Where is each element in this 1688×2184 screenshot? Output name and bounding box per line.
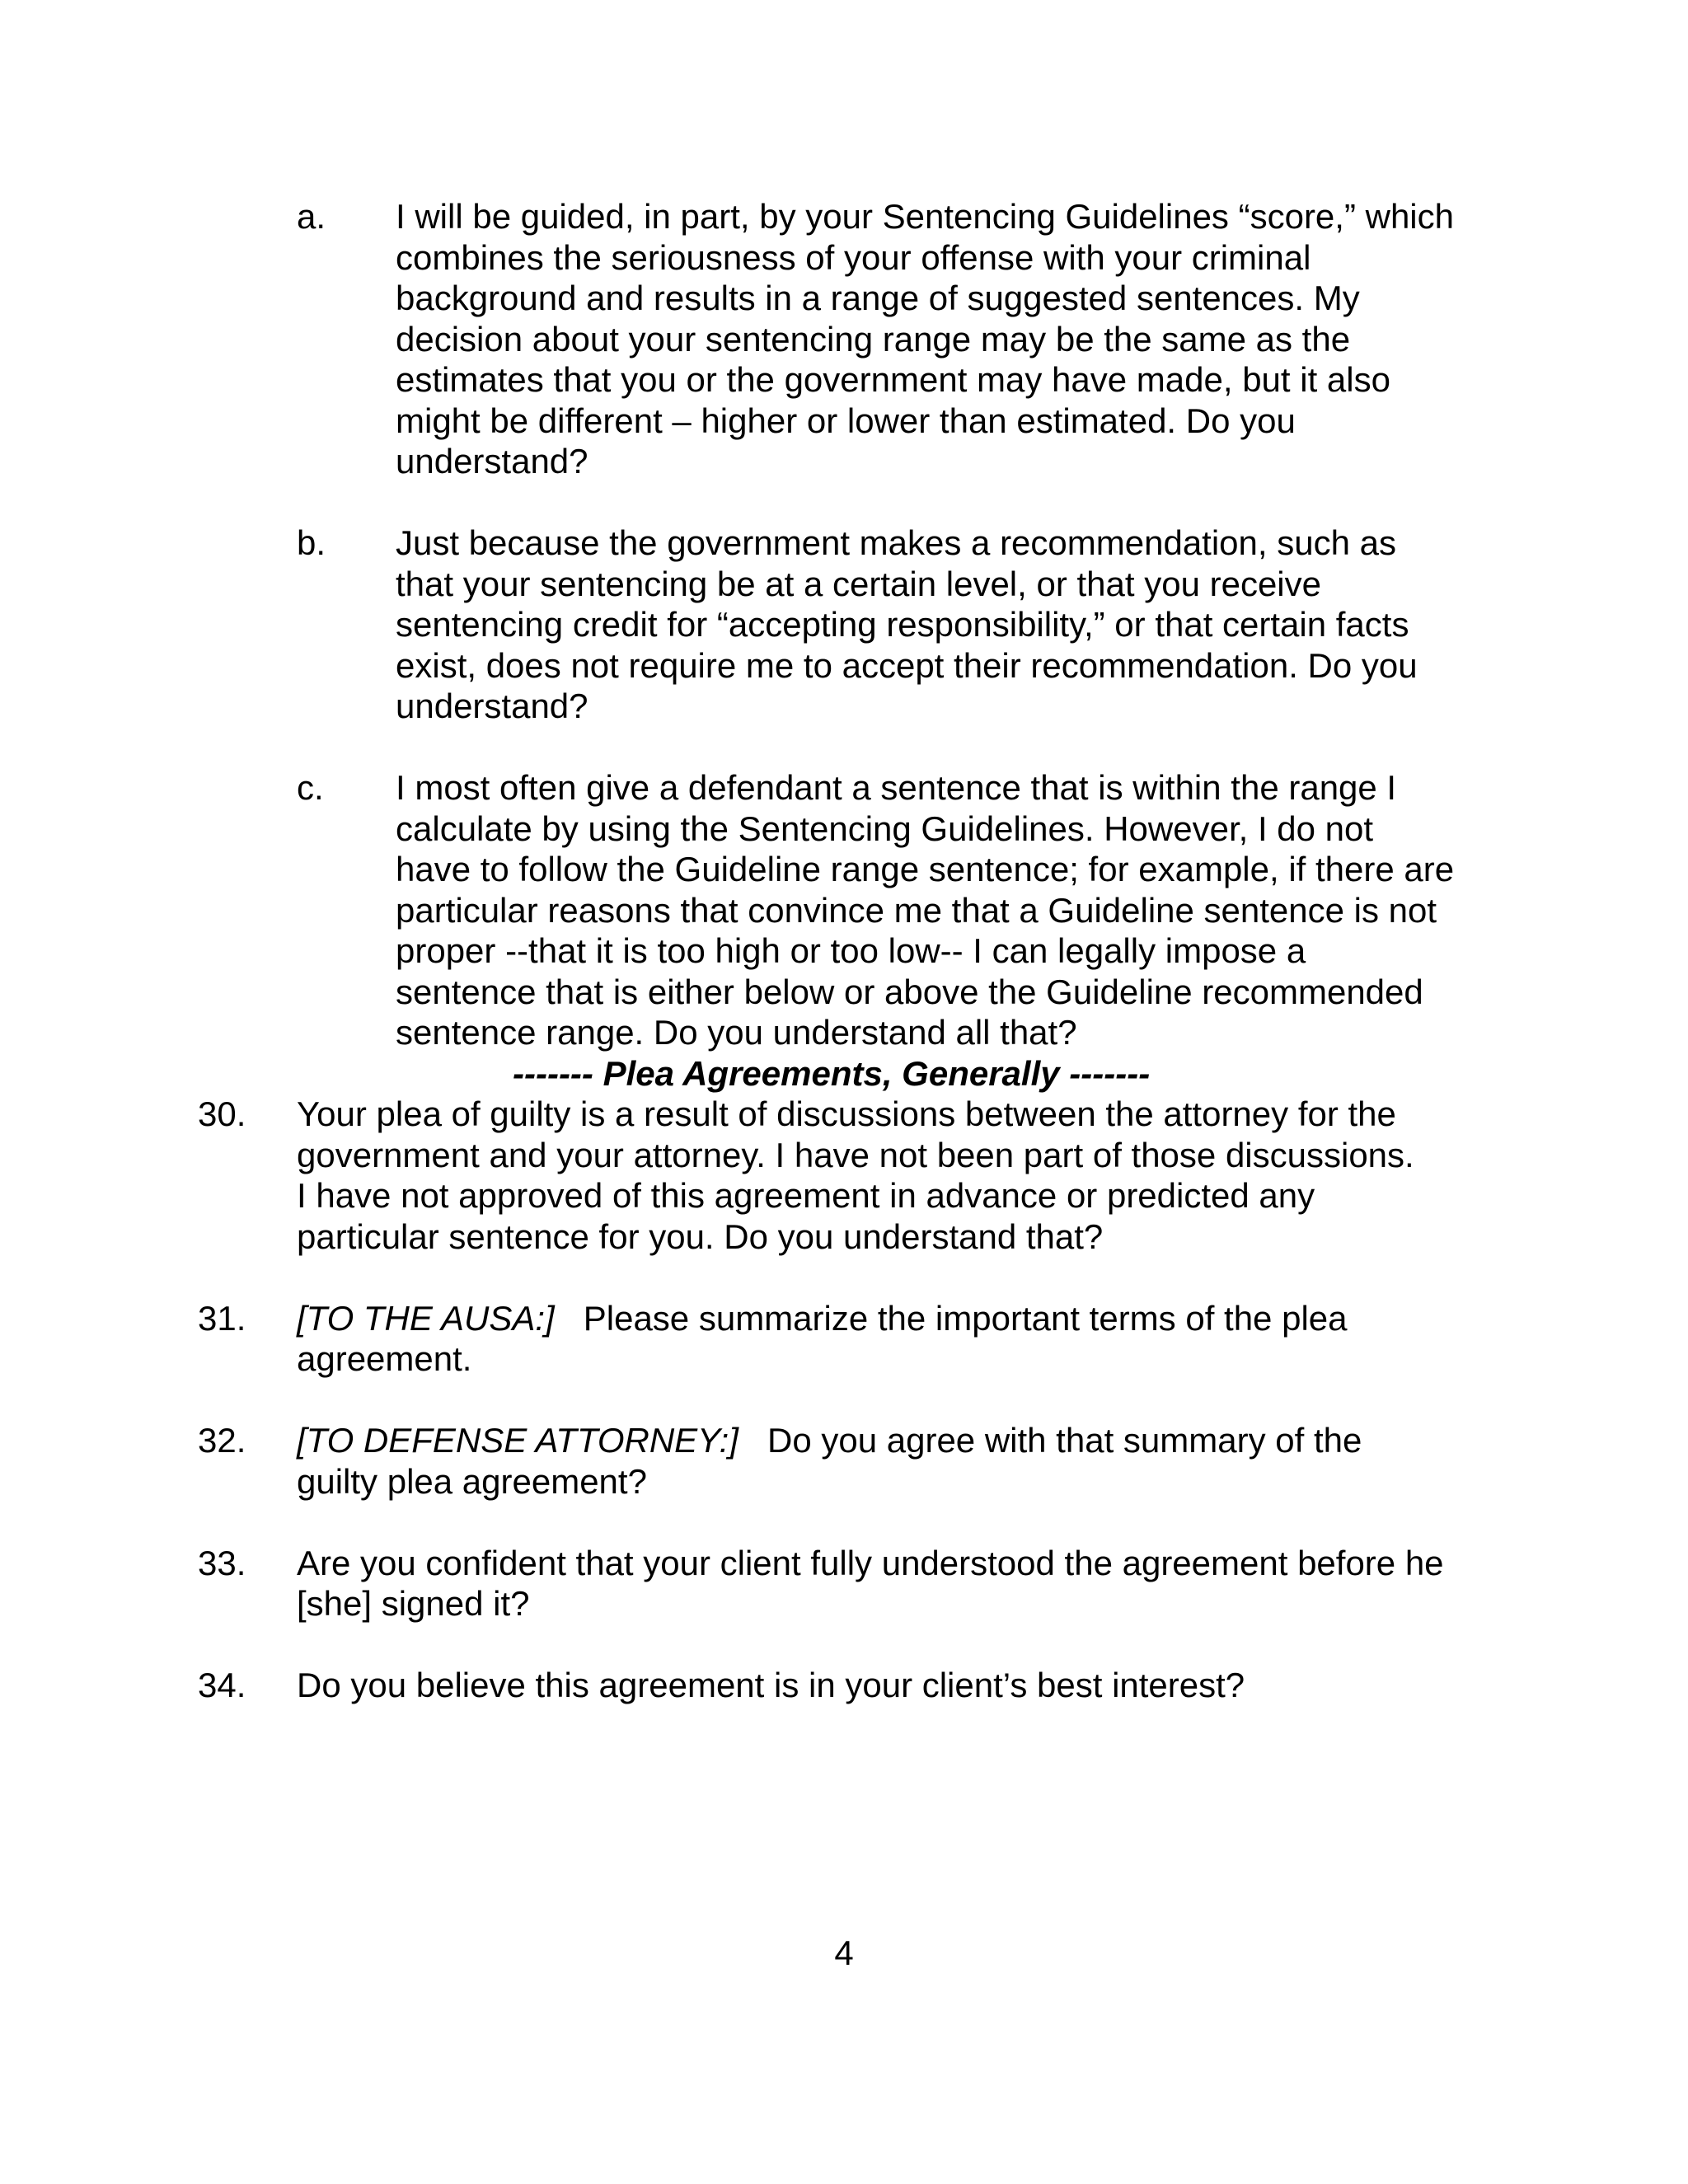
item-text [297, 1094, 1484, 1257]
speaker-tag: [TO DEFENSE ATTORNEY:] [297, 1421, 738, 1460]
text-line: might be different – higher or lower than estimated. Do you [396, 401, 1296, 440]
list-item-30 [0, 1094, 1484, 1257]
text-line: Are you confident that your client fully understood the agreement before he [297, 1543, 1444, 1582]
text-line: calculate by using the Sentencing Guidelines. However, I do not [396, 808, 1374, 848]
item-text [396, 196, 1484, 482]
text-line: I will be guided, in part, by your Sentencing Guidelines “score,” which [396, 197, 1454, 236]
text-line: proper --that it is too high or too low-- I can legally impose a [396, 931, 1306, 970]
item-marker: a. [297, 197, 326, 236]
text-line: particular reasons that convince me that a Guideline sentence is not [396, 890, 1437, 930]
item-marker: c. [297, 768, 324, 807]
item-text [396, 523, 1484, 727]
text-line: sentencing credit for “accepting responsibility,” or that certain facts [396, 605, 1409, 644]
list-item-a [0, 196, 1484, 482]
text-line: I most often give a defendant a sentence that is within the range I [396, 768, 1397, 807]
text-line: government and your attorney. I have not been part of those discussions. [297, 1135, 1414, 1174]
line-text: Please summarize the important terms of the plea [554, 1298, 1348, 1338]
list-item-33 [0, 1543, 1484, 1624]
text-line: [she] signed it? [297, 1584, 530, 1623]
section-heading: ------- Plea Agreements, Generally ------- [513, 1053, 1151, 1093]
document-body [0, 196, 1688, 1746]
item-text [297, 1543, 1484, 1624]
text-line [297, 1420, 1484, 1461]
text-line: decision about your sentencing range may be the same as the [396, 319, 1351, 359]
text-line: agreement. [297, 1339, 472, 1378]
list-item-c [0, 767, 1484, 1053]
text-line: exist, does not require me to accept their recommendation. Do you [396, 645, 1418, 685]
text-line: background and results in a range of suggested sentences. My [396, 279, 1360, 317]
item-text [396, 767, 1484, 1053]
text-line: sentence that is either below or above the Guideline recommended [396, 972, 1423, 1011]
text-line: estimates that you or the government may have made, but it also [396, 360, 1390, 399]
item-number: 31. [198, 1298, 246, 1338]
text-line: combines the seriousness of your offense with your criminal [396, 237, 1311, 277]
text-line: understand? [396, 687, 588, 725]
text-line: understand? [396, 442, 588, 480]
text-line: Just because the government makes a recommendation, such as [396, 523, 1396, 562]
page-number: 4 [834, 1933, 854, 1972]
list-item-b [0, 523, 1484, 727]
text-line: particular sentence for you. Do you understand that? [297, 1216, 1104, 1256]
text-line: have to follow the Guideline range sentence; for example, if there are [396, 850, 1455, 888]
speaker-tag: [TO THE AUSA:] [297, 1298, 555, 1338]
text-line: Your plea of guilty is a result of discussions between the attorney for the [297, 1094, 1396, 1133]
list-item-34 [0, 1665, 1484, 1706]
item-text [297, 1420, 1484, 1502]
text-line: guilty plea agreement? [297, 1461, 647, 1501]
list-item-32 [0, 1420, 1484, 1502]
list-item-31 [0, 1298, 1484, 1380]
item-marker: b. [297, 523, 326, 562]
text-line: I have not approved of this agreement in advance or predicted any [297, 1176, 1315, 1215]
text-line [297, 1298, 1484, 1339]
text-line: sentence range. Do you understand all that? [396, 1013, 1077, 1052]
item-number: 32. [198, 1421, 246, 1460]
item-number: 30. [198, 1094, 246, 1133]
item-text [297, 1298, 1484, 1380]
text-line: that your sentencing be at a certain level, or that you receive [396, 564, 1321, 603]
item-number: 33. [198, 1543, 246, 1582]
text-line: Do you believe this agreement is in your client’s best interest? [297, 1666, 1245, 1704]
item-text [297, 1665, 1484, 1706]
line-text: Do you agree with that summary of the [738, 1421, 1362, 1460]
item-number: 34. [198, 1666, 246, 1704]
